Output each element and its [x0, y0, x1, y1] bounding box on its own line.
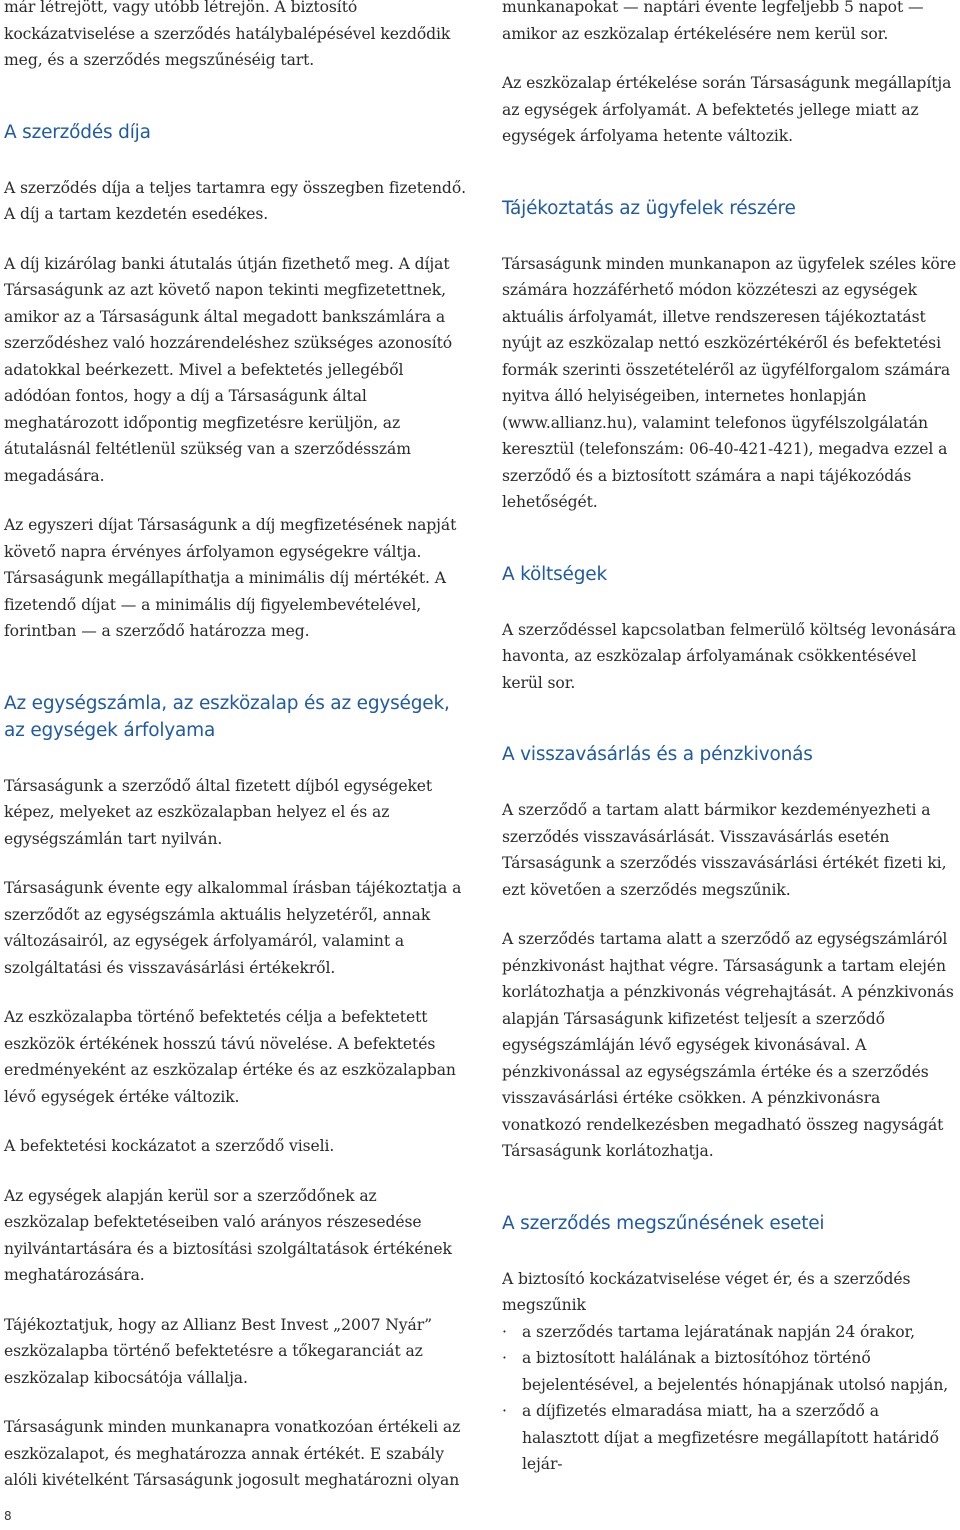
intro-paragraph: már létrejött, vagy utóbb létrejön. A biztosító kockázatviselése a szerződés hatálybalépésével kezdődik meg, és a szerződés megszűnéséig tart. — [4, 0, 451, 69]
client-info-paragraph: Társaságunk minden munkanapon az ügyfelek széles köre számára hozzáférhető módon közzéteszi az egységek aktuális árfolyamát, illetve rendszeresen tájékoztatást nyújt az eszközalap nettó eszközértékéről és befektetési formák szerinti összetételéről az ügyfélforgalom számára nyitva álló helyiségeiben, internetes honlapján (www.allianz.hu), valamint telefonos ügyfélszolgálatán keresztül (telefonszám: 06-40-421-421), megadva ezzel a szerződő és a biztosított számára a napi tájékozódás lehetőségét. — [502, 254, 957, 511]
heading-contract-fee: A szerződés díja — [4, 121, 151, 143]
termination-list-item: · a díjfizetés elmaradása miatt, ha a szerződő a halasztott díjat a megfizetésre megállapított határidő lejár- — [502, 1398, 960, 1478]
surrender-paragraph-1: A szerződő a tartam alatt bármikor kezdeményezheti a szerződés visszavásárlását. Visszavásárlás esetén Társaságunk a szerződés visszavásárlási értékét fizeti ki, ezt követően a szerződés megszűnik. — [502, 801, 947, 899]
heading-client-info: Tájékoztatás az ügyfelek részére — [502, 197, 796, 219]
termination-intro: A biztosító kockázatviselése véget ér, és a szerződés megszűnik — [502, 1269, 911, 1314]
valuation-paragraph-1: munkanapokat — naptári évente legfeljebb 5 napot — amikor az eszközalap értékelésére nem kerül sor. — [502, 0, 924, 43]
termination-list-item: · a biztosított halálának a biztosítóhoz történő bejelentésével, a bejelentés hónapjának utolsó napján, — [502, 1345, 960, 1398]
heading-costs: A költségek — [502, 563, 607, 585]
left-column — [4, 0, 466, 1494]
costs-paragraph: A szerződéssel kapcsolatban felmerülő költség levonására havonta, az eszközalap árfolyamának csökkentésével kerül sor. — [502, 620, 957, 692]
unit-paragraph-7: Társaságunk minden munkanapra vonatkozóan értékeli az eszközalapot, és meghatározza annak értékét. E szabály alóli kivételként Társaságunk jogosult meghatározni olyan — [4, 1418, 461, 1489]
valuation-paragraph-2: Az eszközalap értékelése során Társaságunk megállapítja az egységek árfolyamát. A befektetés jellege miatt az egységek árfolyama hetente változik. — [502, 74, 952, 145]
heading-termination: A szerződés megszűnésének esetei — [502, 1212, 825, 1234]
termination-list-item: · a szerződés tartama lejáratának napján 24 órakor, — [502, 1319, 960, 1346]
unit-paragraph-3: Az eszközalapba történő befektetés célja a befektetett eszközök értékének hosszú távú növelése. A befektetés eredményeként az eszközalap értéke és az eszközalapban lévő egységek értéke változik. — [4, 1008, 456, 1106]
unit-paragraph-5: Az egységek alapján kerül sor a szerződőnek az eszközalap befektetéseiben való arányos részesedése nyilvántartására és a biztosítási szolgáltatások értékének meghatározására. — [4, 1186, 452, 1284]
surrender-paragraph-2: A szerződés tartama alatt a szerződő az egységszámláról pénzkivonást hajthat végre. Társaságunk a tartam elején korlátozhatja a pénzkivonás végrehajtását. A pénzkivonás alapján Társaságunk kifizetést teljesít a szerződő egységszámláján lévő egységek kivonásával. A pénzkivonással az egységszámla értéke és a szerződés visszavásárlási értéke csökken. A pénzkivonásra vonatkozó rendelkezésben megadható összeg nagyságát Társaságunk korlátozhatja. — [502, 930, 954, 1160]
unit-paragraph-1: Társaságunk a szerződő által fizetett díjból egységeket képez, melyeket az eszközalapban helyez el és az egységszámlán tart nyilván. — [4, 776, 433, 848]
unit-paragraph-6: Tájékoztatjuk, hogy az Allianz Best Invest „2007 Nyár” eszközalapba történő befektetésre a tőkegaranciát az eszközalap kibocsátója vállalja. — [4, 1315, 432, 1387]
unit-paragraph-2: Társaságunk évente egy alkalommal írásban tájékoztatja a szerződőt az egységszámla aktuális helyzetéről, annak változásairól, az egységek árfolyamáról, valamint a szolgáltatási és visszavásárlási értékekről. — [4, 879, 462, 977]
fee-paragraph-1: A szerződés díja a teljes tartamra egy összegben fizetendő. A díj a tartam kezdetén esedékes. — [4, 178, 466, 223]
fee-paragraph-2: A díj kizárólag banki átutalás útján fizethető meg. A díjat Társaságunk az azt követő napon tekinti megfizetettnek, amikor az a Társaságunk által megadott bankszámlára a szerződéshez való hozzárendeléshez szükséges azonosító adatokkal beérkezett. Mivel a befektetés jellegéből adódóan fontos, hogy a díj a Társaságunk által meghatározott időpontig megfizetésre kerüljön, az átutalásnál feltétlenül szükség van a szerződésszám megadására. — [4, 254, 453, 485]
fee-paragraph-3: Az egyszeri díjat Társaságunk a díj megfizetésének napját követő napra érvényes árfolyamon egységekre váltja. Társaságunk megállapíthatja a minimális díj mértékét. A fizetendő díjat — a minimális díj figyelembevételével, forintban — a szerződő határozza meg. — [4, 516, 457, 640]
page-number: 8 — [4, 1509, 12, 1523]
heading-surrender: A visszavásárlás és a pénzkivonás — [502, 744, 813, 765]
unit-paragraph-4: A befektetési kockázatot a szerződő viseli. — [4, 1137, 335, 1155]
heading-unit-account: Az egységszámla, az eszközalap és az egységek, az egységek árfolyama — [4, 692, 450, 741]
right-column — [502, 0, 960, 1478]
